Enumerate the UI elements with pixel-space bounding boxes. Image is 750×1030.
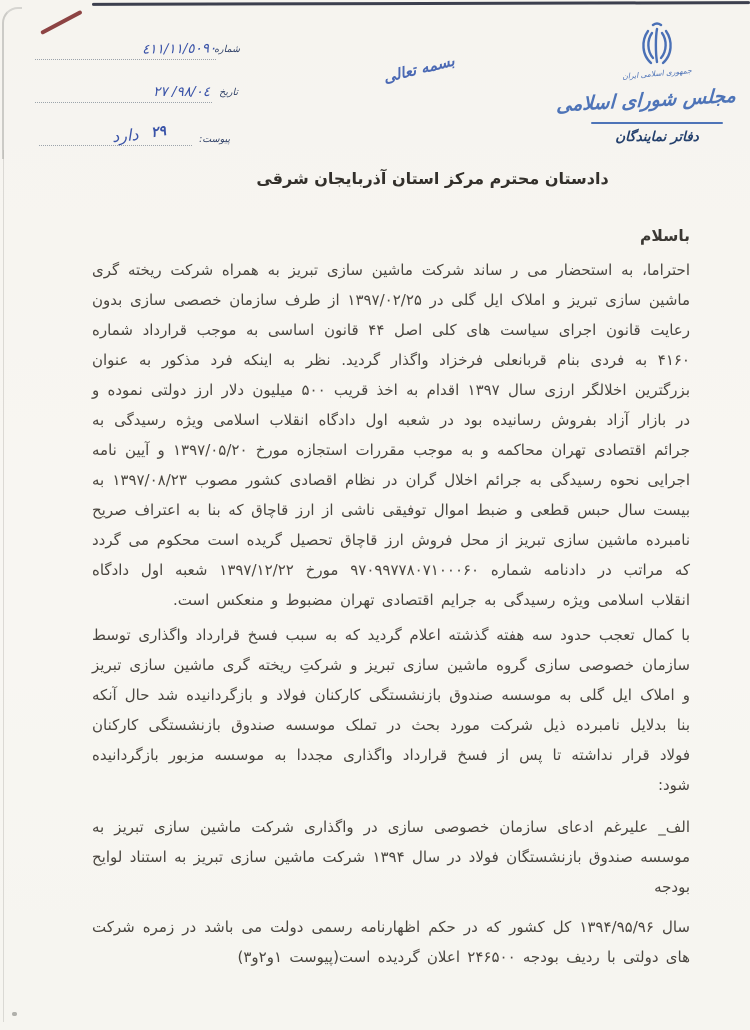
- ref-number-label: شماره: [214, 44, 240, 55]
- attachment-scribble: ۲۹: [149, 122, 168, 142]
- ref-number-field: [25, 41, 240, 61]
- recipient-title: دادستان محترم مرکز استان آذربایجان شرقی: [256, 169, 609, 188]
- letter-body: [92, 221, 690, 972]
- paragraph-2: با کمال تعجب حدود سه هفته گذشته اعلام گردید که به سبب فسخ قرارداد واگذاری توسط سازمان خصوصی سازی گروه ماشین سازی تبریز و شرکتِ ریخته گری ماشین سازی تبریز و املاک ایل گلی به موسسه صندوق بازنشستگی کارکنان فولاد و بازگردانیده شد حال آنکه بنا بدلایل نامبرده ذیل شرکت مورد بحث در تملک موسسه صندوق بازنشستگی کارکنان فولاد قرار نداشته تا پس از فسخ قرارداد واگذاری مجددا به موسسه مزبور بازگردانیده شود:: [92, 626, 690, 794]
- salutation: باسلام: [639, 227, 690, 245]
- pen-stroke-mark: [40, 10, 82, 35]
- ref-number-value: ٤١١/١١/٥٠٩٠: [141, 40, 217, 58]
- assembly-calligraphy: مجلس شورای اسلامی: [555, 84, 737, 117]
- date-value: ٩٨/٠٤/ ٢٧: [153, 84, 210, 100]
- iran-coat-of-arms-icon: [640, 22, 674, 66]
- letterhead: [555, 22, 737, 145]
- scan-left-edge: [3, 150, 4, 1022]
- date-field: [25, 84, 240, 104]
- representative-offices-label: دفاتر نمایندگان: [615, 129, 699, 145]
- scan-top-edge: [92, 1, 750, 5]
- date-label: تاریخ: [219, 87, 238, 98]
- attachment-label: پیوست:: [199, 134, 230, 145]
- scan-corner-artifact: [2, 7, 22, 159]
- scan-speck: [12, 1012, 17, 1016]
- republic-script: جمهوری اسلامی ایران: [621, 65, 693, 82]
- attachment-field: [25, 122, 240, 147]
- dotted-leader-line: [35, 102, 212, 103]
- attachment-value: دارد: [110, 124, 139, 147]
- paragraph-1: احتراما، به استحضار می ر ساند شرکت ماشین سازی تبریز به همراه شرکت ریخته گری ماشین سازی تبریز و املاک ایل گلی در ۱۳۹۷/۰۲/۲۵ از طرف سازمان خصصی سازی بدون رعایت قانون اجرای سیاست های کلی اصل ۴۴ قانون اساسی به موجب قرارداد شماره ۴۱۶۰ به فردی بنام قربانعلی فرخزاد واگذار گردید. نظر به اینکه فرد مذکور به عنوان بزرگترین اخلالگر ارزی سال ۱۳۹۷ اقدام به اخذ قریب ۵۰۰ میلیون دلار ارز دولتی نموده و در بازار آزاد بفروش رسانیده بود در شعبه اول دادگاه انقلاب اسلامی ویژه رسیدگی به جرائم اقتصادی تهران محاکمه و به موجب مقررات استجازه مورخ ۱۳۹۷/۰۵/۲۰ و آیین نامه اجرایی نحوه رسیدگی به جرائم اخلال گران در نظام اقصادی کشور مصوب ۱۳۹۷/۰۸/۲۳ به بیست سال حبس قطعی و ضبط اموال توفیقی ناشی از ارز قاچاق که بنا به اعتراف صریح نامبرده ماشین سازی تبریز از محل فروش ارز قاچاق تحصیل گریده است محکوم می گردد که مراتب در دادنامه شماره ۹۷۰۹۹۷۷۸۰۷۱۰۰۰۶۰ مورخ ۱۳۹۷/۱۲/۲۲ شعبه اول دادگاه انقلاب اسلامی ویژه رسیدگی به جرایم اقتصادی تهران مضبوط و منعکس است.: [92, 261, 691, 609]
- paragraph-3-item-alef: الف_ علیرغم ادعای سازمان خصوصی سازی در واگذاری شرکت ماشین سازی تبریز به موسسه صندوق بازنشستگان فولاد در سال ۱۳۹۴ شرکت ماشین سازی تبریز به استناد لوایح بودجه: [92, 818, 690, 896]
- paragraph-4: سال ۱۳۹۴/۹۵/۹۶ کل کشور که در حکم اظهارنامه رسمی دولت می باشد در زمره شرکت های دولتی با ردیف بودجه ۲۴۶۵۰۰ اعلان گردیده است(پیوست ۱و۲و۳): [92, 918, 690, 966]
- dotted-leader-line: [35, 59, 216, 60]
- bismillah-calligraphy: بسمه تعالی: [381, 51, 457, 87]
